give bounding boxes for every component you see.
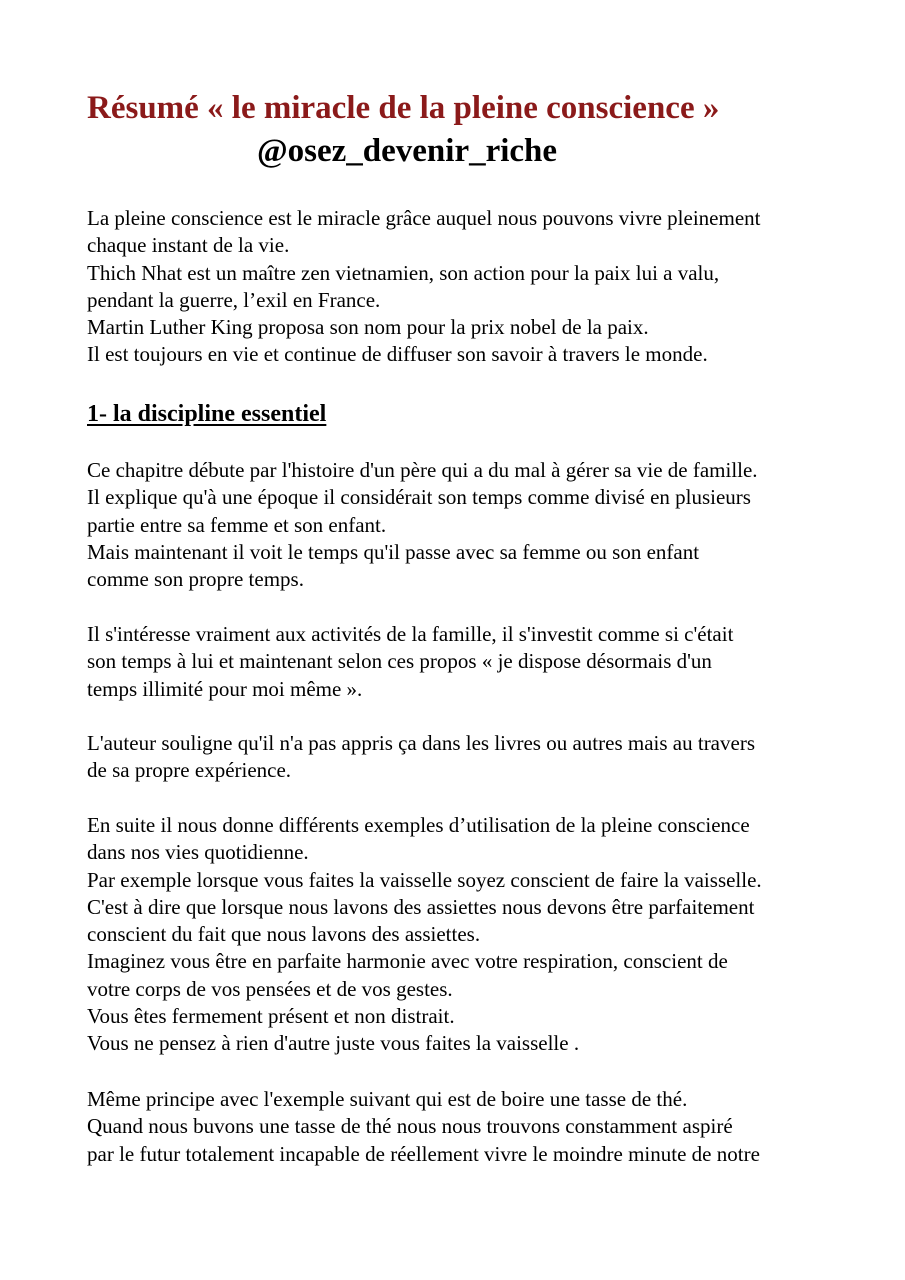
paragraph-3 (87, 730, 847, 785)
text-line: votre corps de vos pensées et de vos gestes. (87, 976, 453, 1001)
text-line: Thich Nhat est un maître zen vietnamien, son action pour la paix lui a valu, (87, 260, 720, 285)
text-line: En suite il nous donne différents exemples d’utilisation de la pleine conscience (87, 813, 750, 837)
text-line: partie entre sa femme et son enfant. (87, 512, 387, 537)
text-line: Vous ne pensez à rien d'autre juste vous faites la vaisselle . (87, 1031, 580, 1056)
text-line: C'est à dire que lorsque nous lavons des assiettes nous devons être parfaitement (87, 894, 755, 919)
text-line: La pleine conscience est le miracle grâce auquel nous pouvons vivre pleinement (87, 206, 761, 230)
text-line: chaque instant de la vie. (87, 233, 290, 258)
text-line: Quand nous buvons une tasse de thé nous nous trouvons constamment aspiré (87, 1114, 733, 1139)
text-line: Il s'intéresse vraiment aux activités de la famille, il s'investit comme si c'était (87, 622, 734, 646)
section-heading: 1- la discipline essentiel (87, 401, 327, 427)
text-line: par le futur totalement incapable de réellement vivre le moindre minute de notre (87, 1141, 760, 1166)
text-line: Vous êtes fermement présent et non distrait. (87, 1004, 455, 1029)
text-line: dans nos vies quotidienne. (87, 840, 309, 865)
text-line: Il est toujours en vie et continue de diffuser son savoir à travers le monde. (87, 342, 708, 367)
paragraph-5 (87, 1086, 847, 1168)
text-line: Même principe avec l'exemple suivant qui est de boire une tasse de thé. (87, 1087, 688, 1111)
text-line: Ce chapitre débute par l'histoire d'un père qui a du mal à gérer sa vie de famille. (87, 458, 758, 482)
paragraph-1 (87, 457, 847, 593)
intro-paragraph (87, 205, 847, 369)
text-line: L'auteur souligne qu'il n'a pas appris ça dans les livres ou autres mais au travers (87, 731, 755, 755)
text-line: de sa propre expérience. (87, 758, 292, 783)
document-title: Résumé « le miracle de la pleine conscience » (87, 90, 720, 126)
text-line: temps illimité pour moi même ». (87, 676, 363, 701)
paragraph-2 (87, 621, 847, 703)
text-line: Il explique qu'à une époque il considérait son temps comme divisé en plusieurs (87, 485, 751, 510)
text-line: Imaginez vous être en parfaite harmonie avec votre respiration, conscient de (87, 949, 728, 974)
text-line: son temps à lui et maintenant selon ces propos « je dispose désormais d'un (87, 649, 712, 674)
text-line: conscient du fait que nous lavons des assiettes. (87, 922, 481, 947)
text-line: pendant la guerre, l’exil en France. (87, 287, 381, 312)
paragraph-4 (87, 812, 847, 1058)
author-handle: @osez_devenir_riche (256, 133, 558, 169)
text-line: Martin Luther King proposa son nom pour la prix nobel de la paix. (87, 315, 649, 340)
text-line: Par exemple lorsque vous faites la vaisselle soyez conscient de faire la vaisselle. (87, 867, 762, 892)
text-line: Mais maintenant il voit le temps qu'il passe avec sa femme ou son enfant (87, 539, 700, 564)
text-line: comme son propre temps. (87, 567, 304, 592)
